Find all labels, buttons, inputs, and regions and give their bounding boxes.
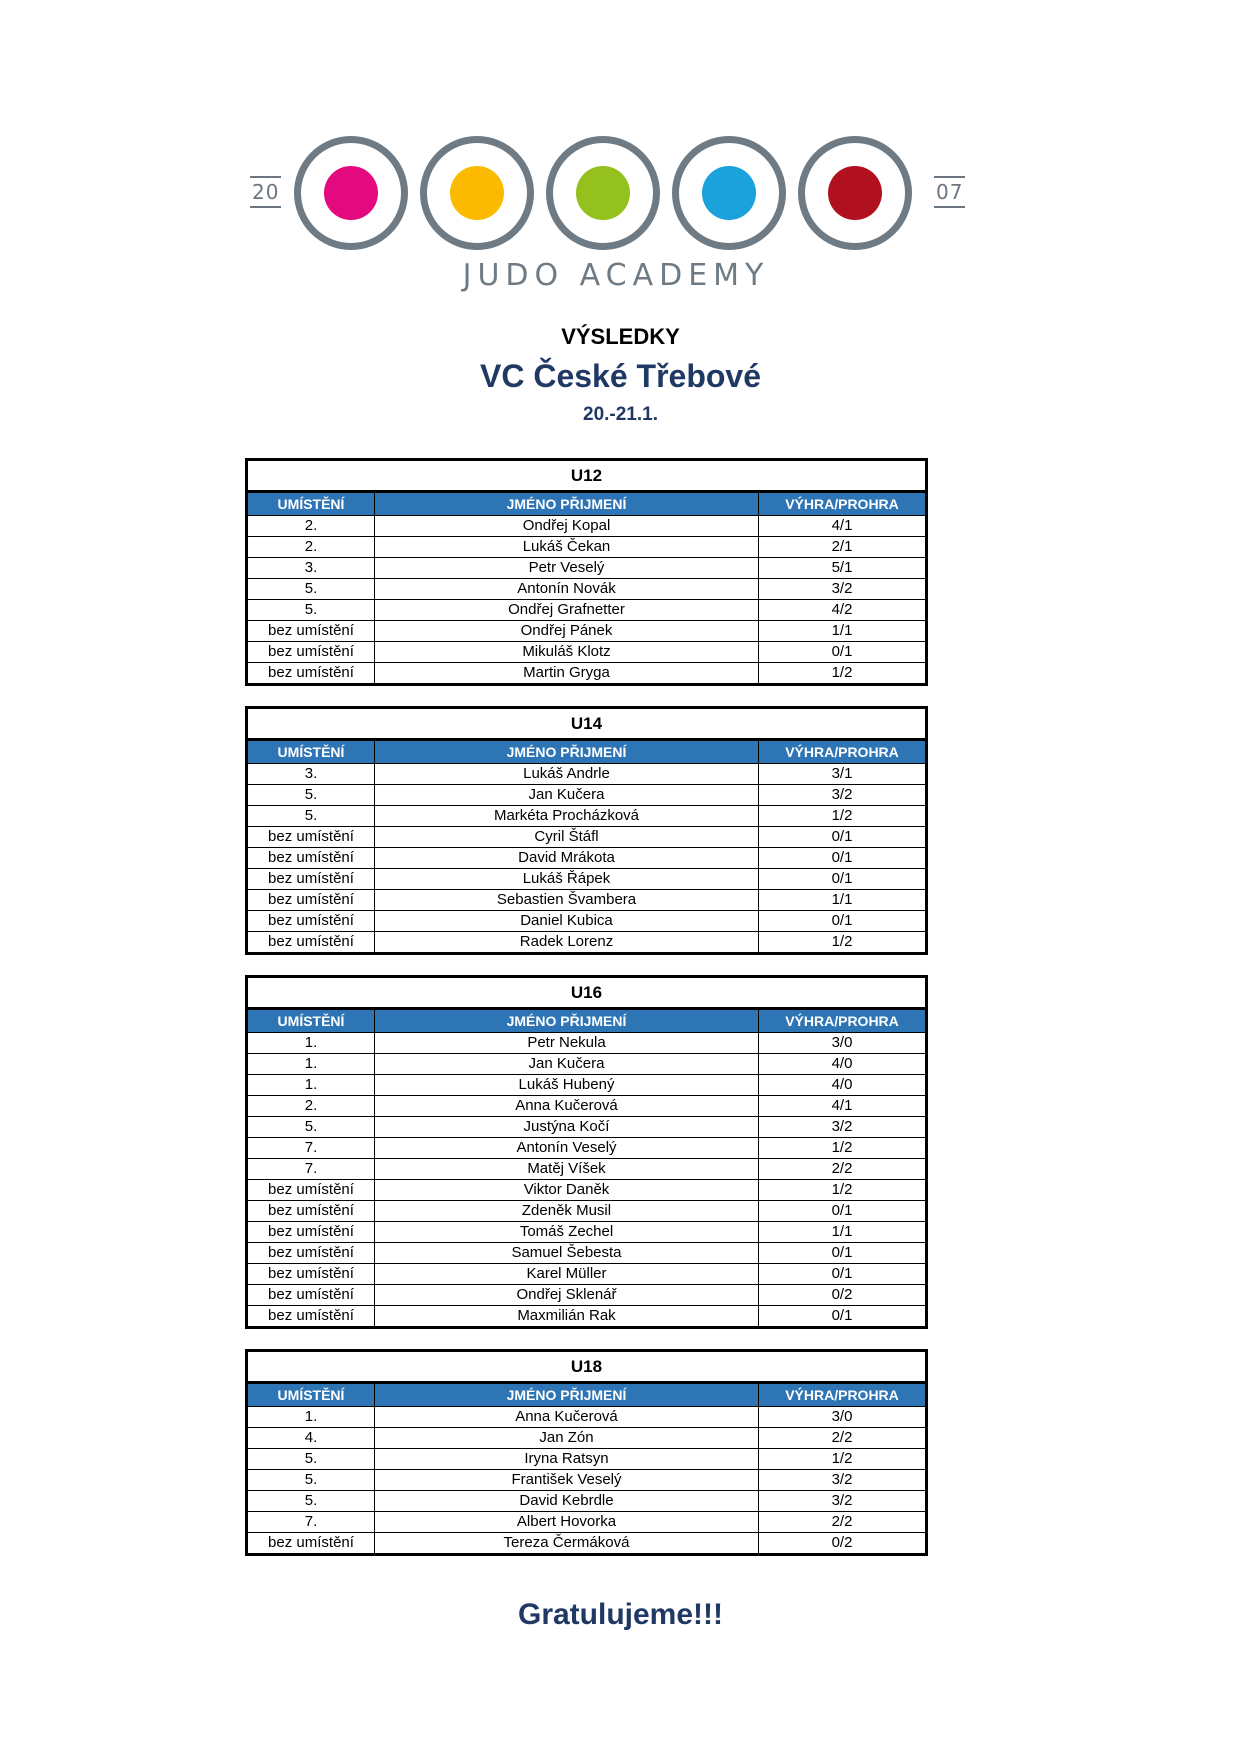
- table-row: [247, 579, 927, 600]
- results-table-u18: [245, 1349, 928, 1556]
- record-cell: 3/2: [759, 579, 927, 600]
- table-row: [247, 911, 927, 932]
- record-cell: 2/2: [759, 1428, 927, 1449]
- table-row: [247, 1533, 927, 1555]
- placement-cell: 2.: [247, 537, 375, 558]
- name-cell: Anna Kučerová: [375, 1096, 759, 1117]
- table-row: [247, 1180, 927, 1201]
- placement-cell: bez umístění: [247, 1285, 375, 1306]
- placement-cell: 2.: [247, 1096, 375, 1117]
- table-row: [247, 785, 927, 806]
- results-label: VÝSLEDKY: [561, 324, 680, 349]
- record-cell: 2/2: [759, 1159, 927, 1180]
- name-cell: Antonín Veselý: [375, 1138, 759, 1159]
- table-row: [247, 1264, 927, 1285]
- record-cell: 0/1: [759, 869, 927, 890]
- record-cell: 3/2: [759, 785, 927, 806]
- name-cell: Lukáš Hubený: [375, 1075, 759, 1096]
- record-cell: 1/1: [759, 1222, 927, 1243]
- name-cell: Justýna Kočí: [375, 1117, 759, 1138]
- placement-cell: bez umístění: [247, 932, 375, 954]
- page-title: VC České Třebové: [479, 358, 761, 394]
- name-cell: Lukáš Čekan: [375, 537, 759, 558]
- name-cell: Iryna Ratsyn: [375, 1449, 759, 1470]
- logo-ring-1: [294, 136, 408, 250]
- placement-cell: bez umístění: [247, 663, 375, 685]
- placement-cell: 5.: [247, 1449, 375, 1470]
- event-date: 20.-21.1.: [583, 404, 658, 425]
- category-title: U18: [247, 1351, 927, 1383]
- record-cell: 0/1: [759, 1264, 927, 1285]
- placement-cell: 5.: [247, 785, 375, 806]
- table-row: [247, 1306, 927, 1328]
- placement-cell: 5.: [247, 1491, 375, 1512]
- record-cell: 3/0: [759, 1407, 927, 1428]
- column-header-record: VÝHRA/PROHRA: [759, 1383, 927, 1407]
- table-row: [247, 1096, 927, 1117]
- column-header-placement: UMÍSTĚNÍ: [247, 492, 375, 516]
- category-title: U14: [247, 708, 927, 740]
- name-cell: Samuel Šebesta: [375, 1243, 759, 1264]
- record-cell: 4/0: [759, 1054, 927, 1075]
- record-cell: 0/2: [759, 1533, 927, 1555]
- record-cell: 1/2: [759, 1180, 927, 1201]
- column-header-placement: UMÍSTĚNÍ: [247, 1009, 375, 1033]
- table-row: [247, 600, 927, 621]
- table-row: [247, 663, 927, 685]
- name-cell: Ondřej Grafnetter: [375, 600, 759, 621]
- table-row: [247, 890, 927, 911]
- name-cell: Daniel Kubica: [375, 911, 759, 932]
- name-cell: Mikuláš Klotz: [375, 642, 759, 663]
- name-cell: Antonín Novák: [375, 579, 759, 600]
- logo-year-right: 07: [936, 180, 964, 204]
- placement-cell: 2.: [247, 516, 375, 537]
- name-cell: Jan Kučera: [375, 785, 759, 806]
- record-cell: 3/1: [759, 764, 927, 785]
- logo-year-left: 20: [252, 180, 280, 204]
- table-row: [247, 1428, 927, 1449]
- name-cell: Maxmilián Rak: [375, 1306, 759, 1328]
- table-row: [247, 621, 927, 642]
- record-cell: 0/2: [759, 1285, 927, 1306]
- record-cell: 3/2: [759, 1470, 927, 1491]
- logo-dot-5: [828, 166, 882, 220]
- column-header-name: JMÉNO PŘIJMENÍ: [375, 1383, 759, 1407]
- results-table-u14: [245, 706, 928, 955]
- placement-cell: 5.: [247, 1117, 375, 1138]
- table-row: [247, 558, 927, 579]
- table-row: [247, 1075, 927, 1096]
- table-header-row: [247, 1383, 927, 1407]
- name-cell: Cyril Štáfl: [375, 827, 759, 848]
- placement-cell: bez umístění: [247, 848, 375, 869]
- placement-cell: 7.: [247, 1512, 375, 1533]
- name-cell: Ondřej Sklenář: [375, 1285, 759, 1306]
- record-cell: 2/1: [759, 537, 927, 558]
- placement-cell: 1.: [247, 1075, 375, 1096]
- placement-cell: 1.: [247, 1407, 375, 1428]
- name-cell: David Kebrdle: [375, 1491, 759, 1512]
- table-row: [247, 642, 927, 663]
- name-cell: Markéta Procházková: [375, 806, 759, 827]
- name-cell: Albert Hovorka: [375, 1512, 759, 1533]
- record-cell: 4/1: [759, 1096, 927, 1117]
- placement-cell: 5.: [247, 579, 375, 600]
- column-header-name: JMÉNO PŘIJMENÍ: [375, 492, 759, 516]
- column-header-name: JMÉNO PŘIJMENÍ: [375, 1009, 759, 1033]
- table-row: [247, 827, 927, 848]
- results-tables: [245, 458, 925, 1576]
- logo-dot-4: [702, 166, 756, 220]
- table-row: [247, 1512, 927, 1533]
- logo-brand-text: JUDO ACADEMY: [462, 258, 770, 293]
- placement-cell: bez umístění: [247, 1264, 375, 1285]
- logo-ring-3: [546, 136, 660, 250]
- column-header-record: VÝHRA/PROHRA: [759, 492, 927, 516]
- record-cell: 3/2: [759, 1117, 927, 1138]
- placement-cell: 1.: [247, 1054, 375, 1075]
- placement-cell: bez umístění: [247, 621, 375, 642]
- placement-cell: 5.: [247, 1470, 375, 1491]
- placement-cell: bez umístění: [247, 869, 375, 890]
- name-cell: David Mrákota: [375, 848, 759, 869]
- name-cell: Radek Lorenz: [375, 932, 759, 954]
- column-header-placement: UMÍSTĚNÍ: [247, 1383, 375, 1407]
- record-cell: 0/1: [759, 1201, 927, 1222]
- logo-ring-5: [798, 136, 912, 250]
- name-cell: Tomáš Zechel: [375, 1222, 759, 1243]
- table-row: [247, 806, 927, 827]
- category-title: U12: [247, 460, 927, 492]
- table-row: [247, 869, 927, 890]
- record-cell: 4/1: [759, 516, 927, 537]
- name-cell: Anna Kučerová: [375, 1407, 759, 1428]
- table-row: [247, 1470, 927, 1491]
- table-row: [247, 537, 927, 558]
- logo-dot-3: [576, 166, 630, 220]
- table-row: [247, 1491, 927, 1512]
- placement-cell: bez umístění: [247, 1180, 375, 1201]
- table-row: [247, 1243, 927, 1264]
- table-row: [247, 1138, 927, 1159]
- table-row: [247, 1285, 927, 1306]
- name-cell: Lukáš Andrle: [375, 764, 759, 785]
- column-header-placement: UMÍSTĚNÍ: [247, 740, 375, 764]
- congratulations-text: Gratulujeme!!!: [517, 1598, 724, 1631]
- table-header-row: [247, 1009, 927, 1033]
- placement-cell: 5.: [247, 806, 375, 827]
- record-cell: 1/2: [759, 1449, 927, 1470]
- name-cell: František Veselý: [375, 1470, 759, 1491]
- record-cell: 0/1: [759, 642, 927, 663]
- record-cell: 3/0: [759, 1033, 927, 1054]
- record-cell: 5/1: [759, 558, 927, 579]
- record-cell: 1/2: [759, 663, 927, 685]
- placement-cell: bez umístění: [247, 911, 375, 932]
- placement-cell: bez umístění: [247, 642, 375, 663]
- table-header-row: [247, 492, 927, 516]
- table-row: [247, 1117, 927, 1138]
- record-cell: 0/1: [759, 911, 927, 932]
- record-cell: 4/2: [759, 600, 927, 621]
- name-cell: Tereza Čermáková: [375, 1533, 759, 1555]
- placement-cell: 3.: [247, 558, 375, 579]
- placement-cell: 3.: [247, 764, 375, 785]
- record-cell: 0/1: [759, 1243, 927, 1264]
- table-row: [247, 932, 927, 954]
- logo-ring-4: [672, 136, 786, 250]
- name-cell: Sebastien Švambera: [375, 890, 759, 911]
- table-header-row: [247, 740, 927, 764]
- table-row: [247, 848, 927, 869]
- name-cell: Ondřej Pánek: [375, 621, 759, 642]
- name-cell: Ondřej Kopal: [375, 516, 759, 537]
- table-row: [247, 1201, 927, 1222]
- placement-cell: 4.: [247, 1428, 375, 1449]
- table-row: [247, 1449, 927, 1470]
- category-title: U16: [247, 977, 927, 1009]
- column-header-record: VÝHRA/PROHRA: [759, 740, 927, 764]
- column-header-record: VÝHRA/PROHRA: [759, 1009, 927, 1033]
- record-cell: 4/0: [759, 1075, 927, 1096]
- record-cell: 0/1: [759, 848, 927, 869]
- results-table-u16: [245, 975, 928, 1329]
- record-cell: 3/2: [759, 1491, 927, 1512]
- name-cell: Petr Veselý: [375, 558, 759, 579]
- table-row: [247, 516, 927, 537]
- name-cell: Zdeněk Musil: [375, 1201, 759, 1222]
- table-row: [247, 1159, 927, 1180]
- table-row: [247, 764, 927, 785]
- record-cell: 1/2: [759, 932, 927, 954]
- name-cell: Karel Müller: [375, 1264, 759, 1285]
- name-cell: Martin Gryga: [375, 663, 759, 685]
- name-cell: Jan Kučera: [375, 1054, 759, 1075]
- record-cell: 1/2: [759, 806, 927, 827]
- record-cell: 1/1: [759, 890, 927, 911]
- name-cell: Petr Nekula: [375, 1033, 759, 1054]
- placement-cell: bez umístění: [247, 1533, 375, 1555]
- placement-cell: 7.: [247, 1138, 375, 1159]
- placement-cell: bez umístění: [247, 1243, 375, 1264]
- placement-cell: bez umístění: [247, 1222, 375, 1243]
- name-cell: Matěj Víšek: [375, 1159, 759, 1180]
- column-header-name: JMÉNO PŘIJMENÍ: [375, 740, 759, 764]
- table-row: [247, 1222, 927, 1243]
- placement-cell: 7.: [247, 1159, 375, 1180]
- placement-cell: bez umístění: [247, 1306, 375, 1328]
- table-row: [247, 1407, 927, 1428]
- placement-cell: bez umístění: [247, 890, 375, 911]
- name-cell: Jan Zón: [375, 1428, 759, 1449]
- placement-cell: bez umístění: [247, 1201, 375, 1222]
- results-table-u12: [245, 458, 928, 686]
- name-cell: Viktor Daněk: [375, 1180, 759, 1201]
- judo-academy-logo: [246, 130, 986, 300]
- logo-rings: [294, 136, 934, 248]
- placement-cell: bez umístění: [247, 827, 375, 848]
- record-cell: 0/1: [759, 1306, 927, 1328]
- logo-ring-2: [420, 136, 534, 250]
- record-cell: 1/1: [759, 621, 927, 642]
- record-cell: 2/2: [759, 1512, 927, 1533]
- logo-dot-1: [324, 166, 378, 220]
- table-row: [247, 1054, 927, 1075]
- record-cell: 1/2: [759, 1138, 927, 1159]
- placement-cell: 5.: [247, 600, 375, 621]
- record-cell: 0/1: [759, 827, 927, 848]
- logo-dot-2: [450, 166, 504, 220]
- placement-cell: 1.: [247, 1033, 375, 1054]
- name-cell: Lukáš Řápek: [375, 869, 759, 890]
- table-row: [247, 1033, 927, 1054]
